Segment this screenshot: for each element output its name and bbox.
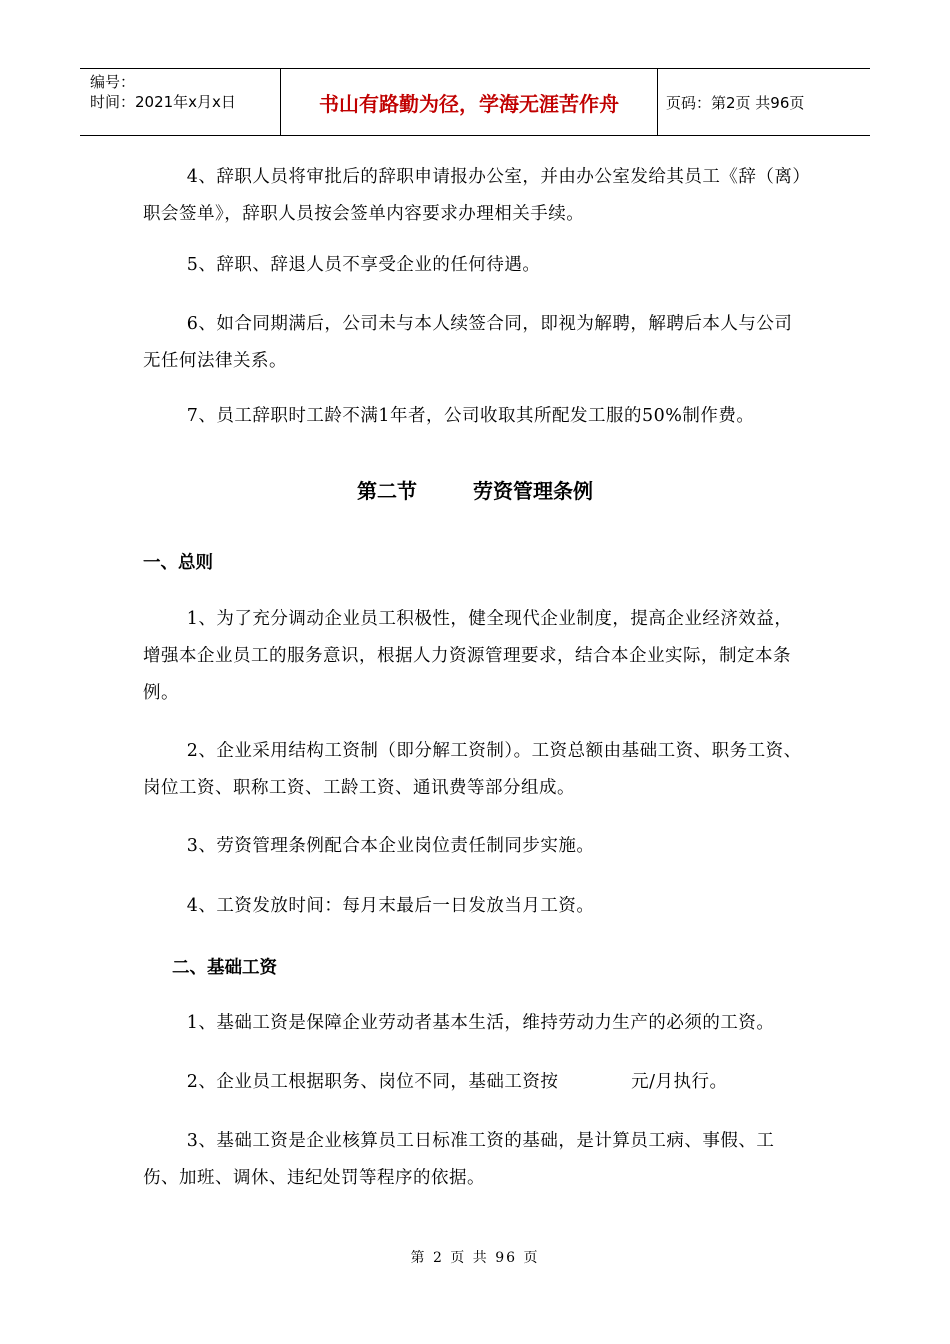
part2-paragraph-3: 3、基础工资是企业核算员工日标准工资的基础，是计算员工病、事假、工伤、加班、调休、违纪处罚等程序的依据。	[143, 1131, 775, 1188]
part1-paragraph-2: 2、企业采用结构工资制（即分解工资制）。工资总额由基础工资、职务工资、岗位工资、职称工资、工龄工资、通讯费等部分组成。	[143, 741, 802, 798]
paragraph-resign-6: 6、如合同期满后，公司未与本人续签合同，即视为解聘，解聘后本人与公司无任何法律关系。	[143, 314, 793, 371]
section-number: 第二节	[357, 479, 417, 503]
section-title: 劳资管理条例	[473, 479, 593, 503]
part2-paragraph-2: 2、企业员工根据职务、岗位不同，基础工资按 元/月执行。	[186, 1072, 728, 1092]
paragraph-resign-5: 5、辞职、辞退人员不享受企业的任何待遇。	[186, 255, 541, 275]
part2-paragraph-1: 1、基础工资是保障企业劳动者基本生活，维持劳动力生产的必须的工资。	[186, 1013, 775, 1033]
header-meta	[80, 69, 281, 135]
paragraph-resign-7: 7、员工辞职时工龄不满1年者，公司收取其所配发工服的50%制作费。	[186, 406, 755, 426]
part1-paragraph-4: 4、工资发放时间：每月末最后一日发放当月工资。	[186, 896, 595, 916]
section-heading	[0, 475, 950, 504]
part2-heading: 二、基础工资	[172, 958, 277, 978]
part1-heading: 一、总则	[143, 553, 213, 573]
page-footer: 第 2 页 共 96 页	[410, 1250, 540, 1266]
part1-paragraph-1: 1、为了充分调动企业员工积极性，健全现代企业制度，提高企业经济效益，增强本企业员工的服务意识，根据人力资源管理要求，结合本企业实际，制定本条例。	[143, 609, 793, 703]
header-motto: 书山有路勤为径，学海无涯苦作舟	[281, 69, 658, 135]
part1-paragraph-3: 3、劳资管理条例配合本企业岗位责任制同步实施。	[186, 836, 595, 856]
document-time-label: 时间：2021年x月x日	[90, 93, 236, 111]
header-page-info: 页码：第2页 共96页	[666, 93, 805, 112]
document-number-label: 编号：	[90, 73, 136, 91]
paragraph-resign-4: 4、辞职人员将审批后的辞职申请报办公室，并由办公室发给其员工《辞（离）职会签单》，辞职人员按会签单内容要求办理相关手续。	[143, 167, 802, 224]
page-header	[80, 68, 870, 136]
